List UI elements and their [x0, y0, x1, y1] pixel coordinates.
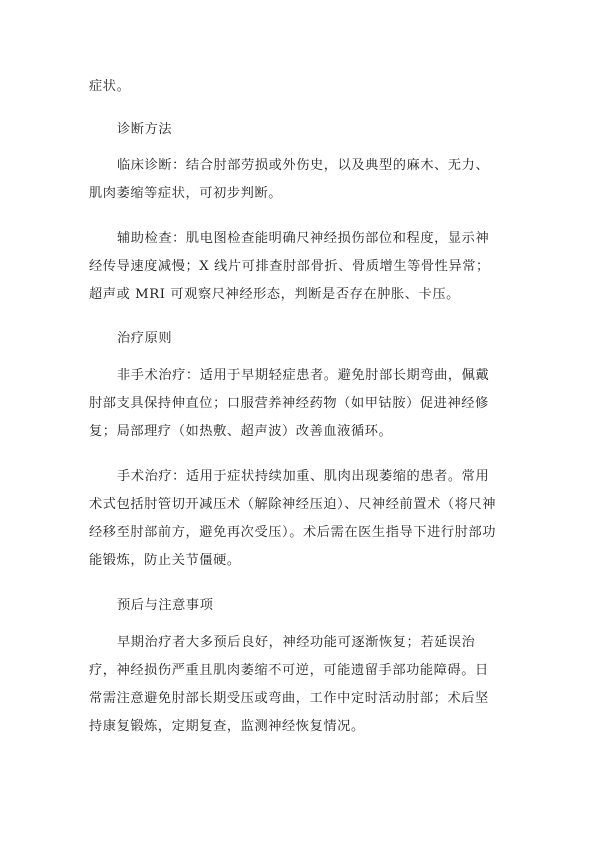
heading-text: 诊断方法 — [117, 122, 173, 137]
text-line: 常需注意避免肘部长期受压或弯曲，工作中定时活动肘部；术后坚 — [89, 691, 489, 706]
text-line: 手术治疗：适用于症状持续加重、肌肉出现萎缩的患者。常用 — [117, 469, 490, 484]
section-heading-treatment — [89, 325, 519, 353]
text-line: 经传导速度减慢；X 线片可排查肘部骨折、骨质增生等骨性异常； — [89, 259, 490, 274]
text-line: 症状。 — [89, 79, 131, 94]
text-line: 经移至肘部前方，避免再次受压）。术后需在医生指导下进行肘部功 — [89, 525, 497, 540]
text-line: 术式包括肘管切开减压术（解除神经压迫）、尺神经前置术（将尺神 — [89, 497, 497, 512]
text-line: 能锻炼，防止关节僵硬。 — [89, 553, 241, 568]
paragraph-surgical — [89, 463, 519, 575]
text-line: 超声或 MRI 可观察尺神经形态，判断是否存在肿胀、卡压。 — [89, 287, 460, 302]
text-line: 复；局部理疗（如热敷、超声波）改善血液循环。 — [89, 424, 393, 439]
text-line: 持康复锻炼，定期复查，监测神经恢复情况。 — [89, 719, 365, 734]
text-line: 疗，神经损伤严重且肌肉萎缩不可逆，可能遗留手部功能障碍。日 — [89, 663, 489, 678]
section-heading-diagnosis — [89, 116, 519, 144]
text-line: 非手术治疗：适用于早期轻症患者。避免肘部长期弯曲，佩戴 — [117, 368, 490, 383]
paragraph-prognosis — [89, 629, 519, 741]
text-line: 早期治疗者大多预后良好，神经功能可逐渐恢复；若延误治 — [117, 635, 476, 650]
section-heading-prognosis — [89, 592, 519, 620]
text-line: 辅助检查：肌电图检查能明确尺神经损伤部位和程度，显示神 — [117, 231, 490, 246]
heading-text: 治疗原则 — [117, 331, 173, 346]
paragraph-auxiliary-exam — [89, 225, 519, 309]
text-line: 临床诊断：结合肘部劳损或外伤史，以及典型的麻木、无力、 — [117, 158, 490, 173]
paragraph-continuation — [89, 73, 519, 101]
text-line: 肌肉萎缩等症状，可初步判断。 — [89, 186, 283, 201]
heading-text: 预后与注意事项 — [117, 598, 214, 613]
text-line: 肘部支具保持伸直位；口服营养神经药物（如甲钴胺）促进神经修 — [89, 396, 489, 411]
paragraph-non-surgical — [89, 362, 519, 446]
paragraph-clinical-diagnosis — [89, 152, 519, 208]
